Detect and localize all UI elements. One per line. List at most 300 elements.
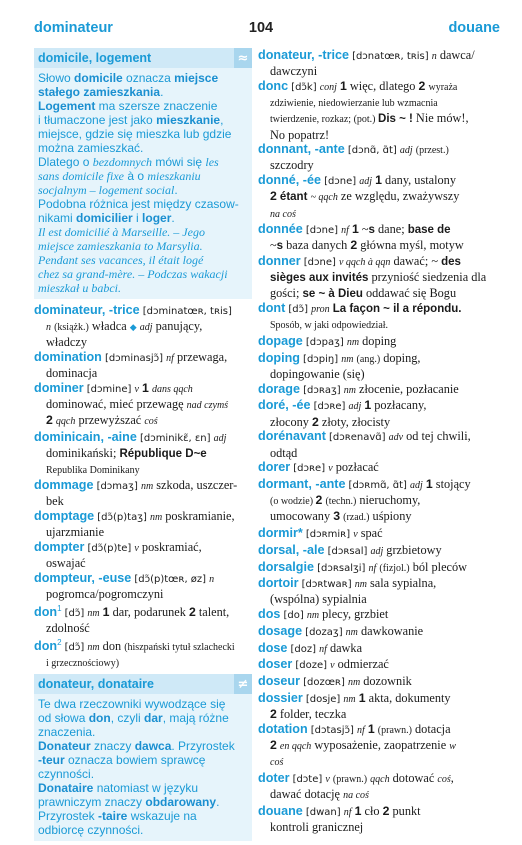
pronunciation: [dɔʀmiʀ] [305,529,351,541]
usage-box-line [38,781,248,795]
usage-box-segment: chez sa grand-mère. – Podczas wakacji [38,267,228,281]
definition-text: główna myśl, motyw [357,238,464,253]
pronunciation: [dɔʀmɑ̃, ɑ̃t] [348,479,407,491]
grammar-label: n [46,322,51,334]
definition-text: spać [357,526,383,541]
usage-note: (fizjol.) [379,562,410,574]
usage-box-segment: mówi się [152,155,206,169]
pronunciation: [dɔ̃(p)tœʀ, øz] [134,573,207,585]
pronunciation: [dɔ̃k] [291,81,317,93]
entry-don1 [34,602,252,636]
grammar-label: nm [87,607,100,619]
definition-text: panujący, [152,319,203,334]
entry-continuation [258,509,496,525]
definition-text: szczodry [270,158,314,173]
definition-text: akta, dokumenty [365,690,451,705]
usage-box-line [38,795,248,809]
pronunciation: [dɔʀsalʒi] [317,562,366,574]
grammar-label: ~ qqch [310,192,338,204]
pronunciation: [dɔʀtwaʀ] [301,579,352,591]
entry-continuation [258,820,496,834]
grammar-label: nf [166,353,174,365]
usage-box-line [38,225,248,239]
header-last-word: douane [448,20,500,36]
definition-text: sala sypialna, [366,576,437,591]
usage-note: wyraża [428,81,458,93]
entry-continuation [34,319,252,335]
grammar-label: v [328,463,333,475]
usage-box-segment: Słowo [38,71,75,85]
headword: dotation [258,721,308,736]
headword: don [34,638,58,653]
sense-number: 2 [270,737,277,752]
diamond-icon: ◆ [129,323,137,334]
entry-dose [258,641,496,657]
headword: dorsal, -ale [258,542,325,557]
definition-text: odtąd [270,445,298,460]
entry-dommage [34,478,252,508]
usage-box-segment: prawniczym znaczy [38,795,146,810]
pronunciation: [dɔte] [292,773,323,785]
usage-box-line [38,739,248,753]
definition-text: Nie mów!, [412,111,469,126]
definition-text: punkt [389,803,421,818]
headword: dopage [258,334,303,349]
usage-box-line [38,809,248,823]
grammar-label: nf [319,643,327,655]
phrase: Dis ~ ! [378,113,413,126]
grammar-label: v [325,773,330,785]
entry-list-left [34,303,252,671]
sense-number: 1 [351,222,359,237]
definition-text: od tej chwili, [403,429,471,444]
phrase: se ~ à Dieu [302,287,363,300]
sense-number: 2 [382,803,390,818]
definition-text: dawka [326,640,363,655]
entry-dorage [258,382,496,398]
headword: dorénavant [258,429,326,444]
usage-box-segment: Pendant ses vacances, il était logé [38,253,204,267]
entry-doter [258,771,496,803]
entry-donne [258,173,496,222]
grammar-label: v [134,543,139,555]
grammar-label: n [431,51,437,62]
definition-text: plecy, grzbiet [319,607,389,622]
approx-equal-icon: ≈ [234,48,252,68]
pronunciation: [dɔnɑ̃, ɑ̃t] [347,145,397,157]
usage-note: (prawn.) [377,724,412,736]
sense-number: 1 [142,381,149,396]
headword: doré, -ée [258,398,311,413]
usage-box-segment: mieszkanie [156,113,221,127]
sense-number: 2 [46,413,53,428]
usage-box-line [38,197,248,211]
right-column [258,48,496,834]
usage-box-title: domicile, logement ≈ [34,48,252,68]
entry-continuation [258,206,496,222]
usage-box-segment: les [205,155,219,169]
definition-text: złocenie, pozłacanie [355,381,459,396]
pronunciation: [dɔmine] [86,384,132,396]
running-header [0,4,522,44]
sense-number: 3 [333,509,341,524]
headword: dorsalgie [258,559,314,574]
usage-box-line [38,725,248,739]
usage-box-line [38,253,248,267]
definition-text: grzbietowy [383,542,442,557]
usage-box-segment: wskazuje na [127,809,197,824]
definition-text: dopingowanie (się) [270,367,365,382]
sense-number: 1 [375,173,382,188]
headword: don [34,604,58,619]
entry-continuation [34,462,252,478]
phrase: étant [279,191,308,204]
pronunciation: [dɔ̃(p)taʒ] [97,512,147,524]
entry-doseur [258,674,496,690]
usage-note: (techn.) [325,496,357,508]
grammar-label: pron [311,304,330,316]
entry-continuation [34,335,252,349]
usage-box-segment: miejsce, gdzie się mieszka lub gdzie [38,127,232,141]
pronunciation: [dɔmaʒ] [96,481,138,493]
grammar-label: adj [359,176,373,188]
usage-box-line [38,71,248,85]
usage-box-segment: , czyli [110,711,145,726]
entry-dore [258,398,496,428]
usage-box-segment: socjalnym – logement social [38,183,175,197]
definition-text: ze względu, zważywszy [337,189,460,204]
usage-box-segment: odbiorcę czynności. [38,823,144,838]
headword: dominer [34,381,84,396]
headword: donnant, -ante [258,142,345,157]
headword: donné, -ée [258,173,321,188]
usage-note: (o wodzie) [270,496,316,508]
definition-text: folder, teczka [276,706,347,721]
usage-box-segment: od słowa [38,711,89,726]
not-equal-icon: ≠ [234,674,252,694]
definition-text: przewaga, [173,350,228,365]
usage-box-segment: sans domicile fixe [38,169,124,183]
pronunciation: [doz] [290,643,317,655]
usage-note: (ang.) [356,353,381,365]
grammar-label: na coś [343,789,369,801]
grammar-label: adv [388,432,404,444]
pronunciation: [dɔnatœʀ, tʀis] [352,51,429,62]
definition-text: dozownik [360,673,412,688]
pronunciation: [dɔne] [305,225,338,237]
definition-text: dawać dotację [270,786,344,801]
entry-donateur [258,48,496,78]
entry-domination [34,350,252,380]
grammar-label: qqch [55,416,76,428]
usage-box-line [38,211,248,225]
entry-donnant [258,142,496,172]
phrase: s [276,240,284,253]
entry-continuation [258,446,496,460]
entry-donc [258,79,496,142]
pronunciation: [dɔminatœʀ, tʀis] [142,306,232,317]
pronunciation: [dɔminikɛ̃, ɛn] [139,433,211,445]
entry-doser [258,657,496,673]
usage-box-domicile [34,48,252,299]
grammar-label: adj [410,479,423,491]
usage-box-segment: bezdomnych [92,155,153,169]
entry-continuation [258,317,496,333]
entry-continuation [34,525,252,539]
pronunciation: [dɔtasjɔ̃] [310,724,354,736]
usage-box-segment: Przyrostek [38,809,99,824]
definition-text: władczy [46,335,87,350]
pronunciation: [dɔʀe] [293,463,326,475]
usage-box-segment: Donateur [38,739,91,754]
entry-dormant [258,477,496,526]
headword: doping [258,350,300,365]
usage-box-line [38,85,248,99]
usage-box-text [34,694,252,837]
usage-note: zdziwienie, niedowierzanie lub wzmacnia [270,98,438,110]
usage-box-segment: , mają różne [162,711,229,726]
definition-text: baza danych [283,238,351,253]
usage-note: (rzad.) [343,512,370,524]
entry-continuation [258,754,496,770]
left-column [34,48,252,845]
grammar-label: nm [354,579,367,591]
definition-text: poskramianie, [162,509,235,524]
usage-box-line [38,711,248,725]
definition-text: dominować, mieć przewagę [46,397,187,412]
grammar-label: conj [319,81,337,93]
definition-text: dominacja [46,366,98,381]
usage-box-line [38,169,248,183]
usage-box-segment: Te dwa rzeczowniki wywodzące się [38,697,226,712]
entry-continuation [258,189,496,205]
pronunciation: [dɔne] [324,176,357,188]
usage-box-text [34,68,252,295]
definition-text: złoty, złocisty [318,414,391,429]
entry-dorer [258,460,496,476]
usage-box-segment: dawca [134,739,172,754]
headword: dose [258,640,288,655]
entry-dotation [258,722,496,771]
grammar-label: nm [140,481,154,493]
entry-continuation [34,494,252,508]
entry-list-right [258,48,496,834]
headword: dominicain, -aine [34,430,137,445]
entry-continuation [258,787,496,803]
usage-box-segment: oznacza bowiem sprawcę [64,753,206,768]
definition-text: kontroli granicznej [270,819,364,834]
entry-continuation [34,556,252,570]
headword: dorer [258,460,291,475]
definition-text: przyniość siedzenia dla [368,270,487,285]
usage-note: (prawn.) [332,773,368,785]
pronunciation: [dɔ̃(p)te] [87,543,132,555]
definition-text: (wspólna) sypialnia [270,592,367,607]
definition-text: uśpiony [369,509,412,524]
usage-box-segment: . [171,211,175,225]
headword: dompteur, -euse [34,570,132,585]
definition-text: ~ [270,238,277,253]
pronunciation: [dɔ̃] [64,641,85,653]
definition-text: talent, [195,604,230,619]
grammar-label: nm [149,512,163,524]
entry-continuation [258,415,496,429]
headword: dossier [258,690,303,705]
headword: donateur, -trice [258,48,349,62]
definition-text: więc, dlatego [346,78,419,93]
usage-box-donateur [34,674,252,841]
entry-continuation [258,128,496,142]
sense-number: 2 [188,604,196,619]
headword: doseur [258,673,300,688]
grammar-label: adj [348,401,362,413]
headword: dommage [34,478,94,493]
sense-number: 1 [425,476,433,491]
usage-box-segment: mieszkaniu [147,169,201,183]
entry-continuation [258,158,496,172]
usage-box-segment: -teur [38,753,65,768]
entry-continuation [258,707,496,721]
usage-box-line [38,113,248,127]
usage-box-line [38,697,248,711]
usage-box-segment: i [132,211,143,225]
phrase: La façon ~ il a répondu. [332,303,462,316]
usage-note: (hiszpański tytuł szlachecki [124,641,235,653]
grammar-label: coś [144,416,158,428]
entry-continuation [258,493,496,509]
usage-box-segment: czynności. [38,767,95,782]
entry-dompter [34,540,252,570]
usage-box-segment: miejsce [174,71,219,85]
entry-continuation [258,270,496,285]
grammar-label: v [330,660,335,672]
pronunciation: [dɔ̃] [288,304,309,316]
usage-box-segment: natomiast w języku [93,781,199,796]
entry-continuation [258,367,496,381]
usage-box-segment: Donataire [38,781,94,796]
pronunciation: [dɔpaʒ] [305,337,344,349]
definition-text: bek [46,494,64,509]
definition-text: oddawać się Bogu [362,285,457,300]
pronunciation: [dozœʀ] [303,676,345,688]
grammar-label: nm [87,641,100,653]
pronunciation: [dwan] [305,806,341,818]
usage-box-segment: nikami [38,211,77,225]
usage-box-segment: loger [142,211,172,225]
grammar-label: coś [270,756,284,768]
homonym-number: 1 [57,603,62,613]
entry-dossier [258,691,496,721]
grammar-label: nm [341,353,354,365]
grammar-label: n [209,573,215,585]
usage-box-segment: obdarowany [145,795,217,810]
entry-dominicain [34,430,252,478]
entry-continuation [258,64,496,78]
usage-note: (książk.) [54,322,89,334]
definition-text: dawca/ [436,48,475,62]
entry-continuation [258,95,496,111]
usage-box-segment: miejsce zamieszkania to Marsylia. [38,239,203,253]
entry-dorsalgie [258,560,496,576]
usage-box-line [38,141,248,155]
sense-number: 1 [364,398,372,413]
usage-box-line [38,281,248,295]
grammar-label: adj [399,145,413,157]
grammar-label: nm [347,676,361,688]
pronunciation: [dɔʀe] [313,401,346,413]
header-first-word: dominateur [34,20,113,36]
grammar-label: v [353,529,358,541]
usage-box-segment: stałego zamieszkania [38,85,161,99]
grammar-label: na coś [270,208,296,220]
grammar-label: en qqch [279,740,312,752]
entry-continuation [34,397,252,413]
grammar-label: nf [341,225,349,237]
entry-don2 [34,636,252,672]
usage-box-line [38,155,248,169]
entry-dominateur [34,303,252,350]
definition-text: dotacja [411,721,451,736]
grammar-label: v [134,384,139,396]
entry-dompteur [34,571,252,601]
grammar-label: nf [357,724,365,736]
entry-dorenavant [258,429,496,459]
grammar-label: nad czymś [186,400,229,412]
usage-box-line [38,99,248,113]
definition-text: umocowany [270,509,334,524]
definition-text: wyposażenie, zaopatrzenie [311,737,450,752]
definition-text: poskramiać, [138,540,202,555]
grammar-label: nm [343,693,356,705]
phrase: sièges aux invités [270,272,369,285]
pronunciation: [doze] [295,660,328,672]
definition-text: cło [361,803,383,818]
entry-continuation [34,366,252,380]
entry-continuation [258,592,496,606]
pronunciation: [dɔpiŋ] [303,353,339,365]
entry-continuation [34,621,252,635]
sense-number: 1 [339,78,347,93]
phrase: base de [407,224,451,237]
definition-text: ujarzmianie [46,525,105,540]
usage-note: Sposób, w jaki odpowiedział. [270,320,389,332]
definition-text: ~ [358,222,369,237]
entry-dosage [258,624,496,640]
headword: dompter [34,540,85,555]
usage-box-segment: Dlatego o [38,155,93,169]
grammar-label: dans qqch [151,384,193,396]
pronunciation: [dɔʀaʒ] [303,384,341,396]
entry-dormir [258,526,496,542]
definition-text: dawkowanie [357,623,424,638]
headword: domptage [34,509,95,524]
sense-number: 2 [315,493,323,508]
definition-text: przewyższać [75,413,145,428]
headword: dormir* [258,526,303,541]
definition-text: odmierzać [334,657,389,672]
definition-text: władca [88,319,130,334]
sense-number: 1 [354,803,362,818]
usage-note: i grzecznościowy) [46,658,120,670]
grammar-label: adj [213,433,227,445]
definition-text: nieruchomy, [356,493,421,508]
sense-number: 1 [102,604,110,619]
entry-dos [258,607,496,623]
usage-box-segment: można zamieszkać. [38,141,144,155]
usage-box-segment: Logement [38,99,96,113]
entry-continuation [258,111,496,127]
sense-number: 2 [312,414,319,429]
